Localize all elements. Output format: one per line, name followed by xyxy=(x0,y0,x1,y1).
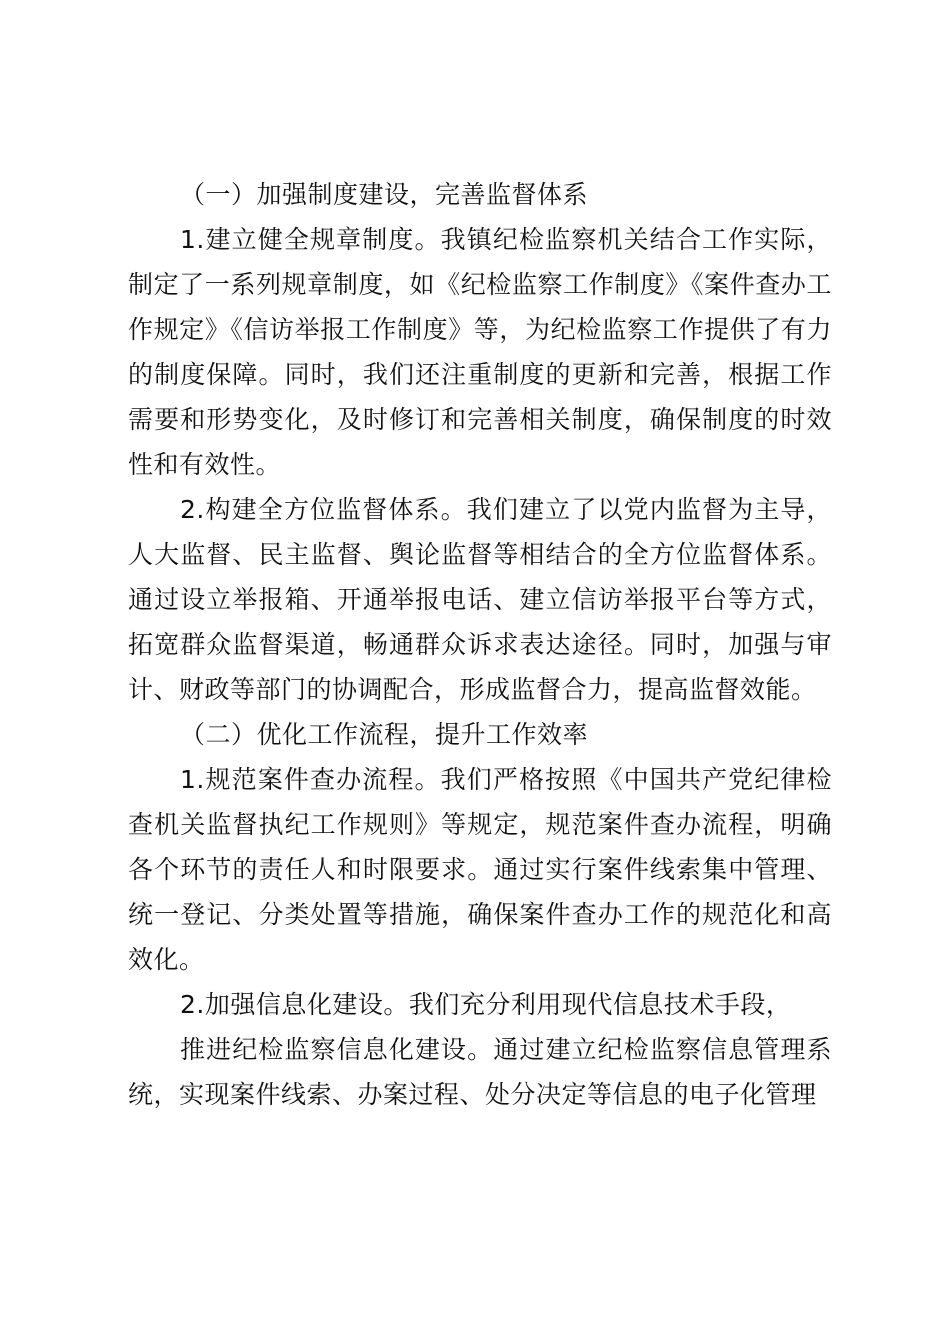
section-2-heading: （二）优化工作流程，提升工作效率 xyxy=(180,720,589,749)
section-1-heading: （一）加强制度建设，完善监督体系 xyxy=(180,180,589,209)
section-1-paragraph-1: 1.建立健全规章制度。我镇纪检监察机关结合工作实际，制定了一系列规章制度，如《纪检监察工作制度》《案件查办工作规定》《信访举报工作制度》等，为纪检监察工作提供了有力的制度保障。同时，我们还注重制度的更新和完善，根据工作需要和形势变化，及时修订和完善相关制度，确保制度的时效性和有效性。 xyxy=(128,225,832,479)
section-2-paragraph-1: 1.规范案件查办流程。我们严格按照《中国共产党纪律检查机关监督执纪工作规则》等规定，规范案件查办流程，明确各个环节的责任人和时限要求。通过实行案件线索集中管理、统一登记、分类处置等措施，确保案件查办工作的规范化和高效化。 xyxy=(128,765,832,974)
section-2-paragraph-2: 2.加强信息化建设。我们充分利用现代信息技术手段， xyxy=(180,990,792,1019)
document-body xyxy=(128,172,832,1117)
section-2-paragraph-3: 推进纪检监察信息化建设。通过建立纪检监察信息管理系统，实现案件线索、办案过程、处分决定等信息的电子化管理 xyxy=(128,1035,832,1109)
section-1-paragraph-2: 2.构建全方位监督体系。我们建立了以党内监督为主导，人大监督、民主监督、舆论监督等相结合的全方位监督体系。通过设立举报箱、开通举报电话、建立信访举报平台等方式，拓宽群众监督渠道，畅通群众诉求表达途径。同时，加强与审计、财政等部门的协调配合，形成监督合力，提高监督效能。 xyxy=(128,495,832,704)
